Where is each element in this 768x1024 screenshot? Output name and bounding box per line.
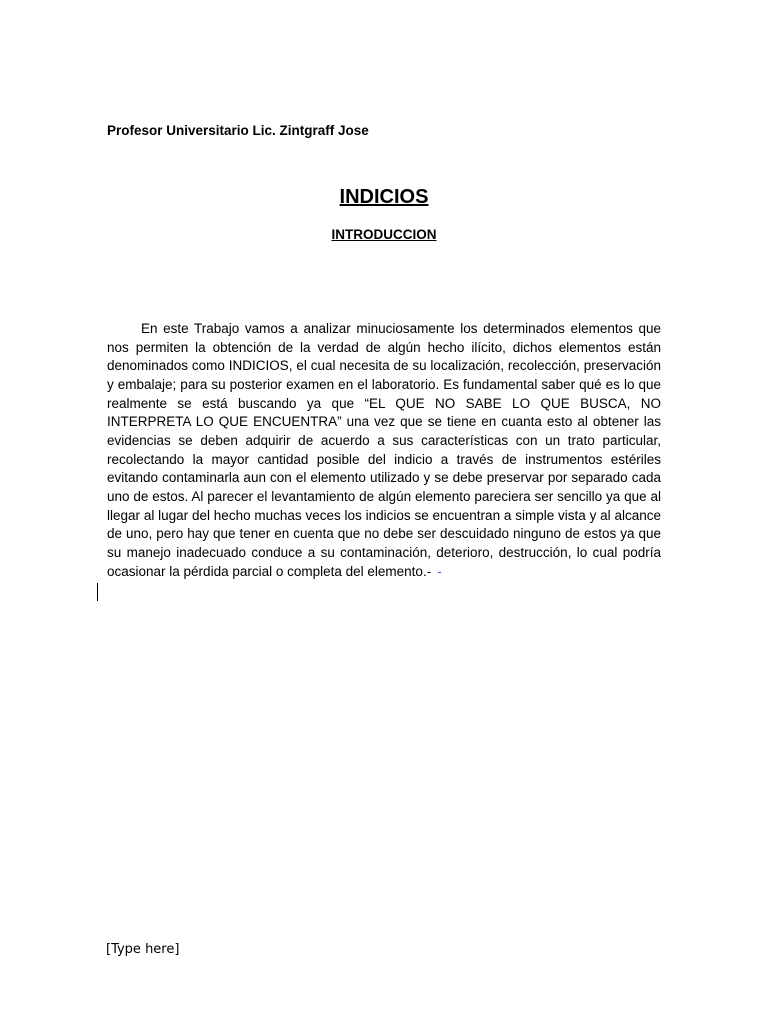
footer-placeholder[interactable]: [Type here] [106, 942, 180, 957]
paragraph-text: En este Trabajo vamos a analizar minuciosamente los determinados elementos que nos permiten la obtención de la verdad de algún hecho ilícito, dichos elementos están denominados como INDICIOS, el cual necesita de su localización, recolección, preservación y embalaje; para su posterior examen en el laboratorio. Es fundamental saber qué es lo que realmente se está buscando ya que “EL QUE NO SABE LO QUE BUSCA, NO INTERPRETA LO QUE ENCUENTRA” una vez que se tiene en cuanta esto al obtener las evidencias se deben adquirir de acuerdo a sus características con un trato particular, recolectando la mayor cantidad posible del indicio a través de instrumentos estériles evitando contaminarla aun con el elemento utilizado y se debe preservar por separado cada uno de estos. Al parecer el levantamiento de algún elemento pareciera ser sencillo ya que al llegar al lugar del hecho muchas veces los indicios se encuentran a simple vista y al alcance de uno, pero hay que tener en cuenta que no debe ser descuidado ninguno de estos ya que su manejo inadecuado conduce a su contaminación, deterioro, destrucción, lo cual podría ocasionar la pérdida parcial o completa del elemento.- [107, 321, 661, 579]
document-title: INDICIOS [339, 186, 429, 208]
change-bar [97, 583, 98, 601]
tracked-change-mark: - [437, 563, 442, 579]
author-line: Profesor Universitario Lic. Zintgraff Jose [107, 123, 369, 138]
introduction-paragraph[interactable] [107, 320, 661, 581]
section-heading: INTRODUCCION [331, 227, 437, 242]
